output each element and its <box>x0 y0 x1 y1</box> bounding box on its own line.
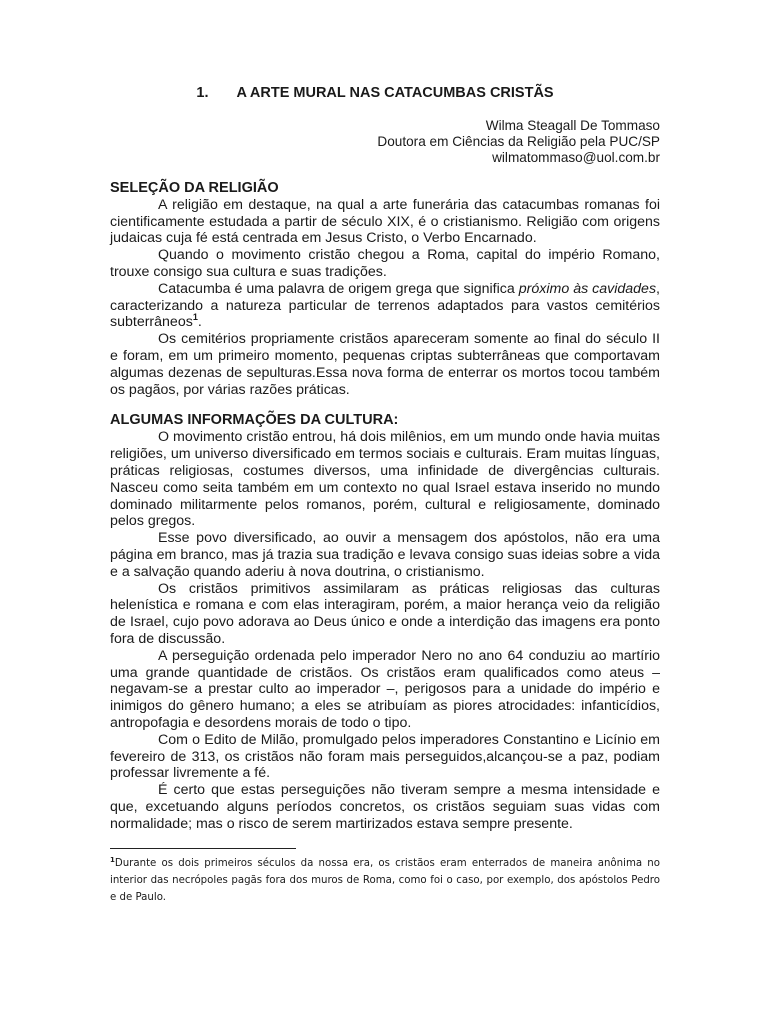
author-email: wilmatommaso@uol.com.br <box>492 149 660 165</box>
paragraph: Os cristãos primitivos assimilaram as práticas religiosas das culturas helenística e romana e com elas interagiram, porém, a maior herança veio da religião de Israel, cujo povo adorava ao Deus único e onde a interdição das imagens era ponto fora de discussão. <box>110 580 660 647</box>
title-text: A ARTE MURAL NAS CATACUMBAS CRISTÃS <box>236 85 554 101</box>
page-title <box>110 85 660 102</box>
footnote-text: Durante os dois primeiros séculos da nossa era, os cristãos eram enterrados de maneira anônima no interior das necrópoles pagãs fora dos muros de Roma, como foi o caso, por exemplo, dos apóstolos Pedro e de Paulo. <box>110 858 660 904</box>
paragraph: Com o Edito de Milão, promulgado pelos imperadores Constantino e Licínio em fevereiro de 313, os cristãos não foram mais perseguidos,alcançou-se a paz, podiam professar livremente a fé. <box>110 731 660 782</box>
footnote-marker: 1 <box>110 856 115 865</box>
title-number: 1. <box>196 85 209 101</box>
paragraph-text: , caracterizando a natureza particular de terrenos adaptados para vastos cemitérios subterrâneos <box>110 280 660 331</box>
paragraph-text: Catacumba é uma palavra de origem grega que significa <box>158 280 519 297</box>
paragraph: Quando o movimento cristão chegou a Roma, capital do império Romano, trouxe consigo sua cultura e suas tradições. <box>110 247 660 280</box>
paragraph-catacumba <box>110 281 660 331</box>
emphasis-text: próximo às cavidades <box>518 280 657 297</box>
author-name: Wilma Steagall De Tommaso <box>485 117 660 133</box>
footnote-reference: 1 <box>192 312 198 323</box>
paragraph: É certo que estas perseguições não tiveram sempre a mesma intensidade e que, excetuando alguns períodos concretos, os cristãos seguiam suas vidas com normalidade; mas o risco de serem martirizados estava sempre presente. <box>110 782 660 832</box>
section-heading-religion: SELEÇÃO DA RELIGIÃO <box>110 179 279 196</box>
paragraph: A perseguição ordenada pelo imperador Nero no ano 64 conduziu ao martírio uma grande quantidade de cristãos. Os cristãos eram qualificados como ateus – negavam-se a prestar culto ao imperador –, perigosos para a unidade do império e inimigos do gênero humano; a eles se atribuíam as piores atrocidades: infanticídios, antropofagia e desordens morais de todo o tipo. <box>110 647 660 731</box>
paragraph: Os cemitérios propriamente cristãos apareceram somente ao final do século II e foram, em um primeiro momento, pequenas criptas subterrâneas que comportavam algumas dezenas de sepulturas.Essa nova forma de enterrar os mortos tocou também os pagãos, por várias razões práticas. <box>110 331 660 398</box>
footnote-divider <box>110 848 296 849</box>
section-heading-culture: ALGUMAS INFORMAÇÕES DA CULTURA: <box>110 412 399 429</box>
paragraph: Esse povo diversificado, ao ouvir a mensagem dos apóstolos, não era uma página em branco, mas já trazia sua tradição e levava consigo suas ideias sobre a vida e a salvação quando aderiu à nova doutrina, o cristianismo. <box>110 530 660 580</box>
paragraph: A religião em destaque, na qual a arte funerária das catacumbas romanas foi cientificamente estudada a partir de século XIX, é o cristianismo. Religião com origens judaicas cuja fé está centrada em Jesus Cristo, o Verbo Encarnado. <box>110 196 660 247</box>
document-page <box>110 85 660 906</box>
footnote <box>110 855 660 906</box>
author-credential: Doutora em Ciências da Religião pela PUC/SP <box>377 133 660 149</box>
paragraph-text: . <box>197 314 202 331</box>
author-block <box>110 118 660 166</box>
paragraph: O movimento cristão entrou, há dois milênios, em um mundo onde havia muitas religiões, um universo diversificado em termos sociais e culturais. Eram muitas línguas, práticas religiosas, costumes diversos, uma infinidade de divergências culturais. Nasceu como seita também em um contexto no qual Israel estava inserido no mundo dominado militarmente pelos romanos, porém, cultural e religiosamente, dominado pelos gregos. <box>110 429 660 530</box>
